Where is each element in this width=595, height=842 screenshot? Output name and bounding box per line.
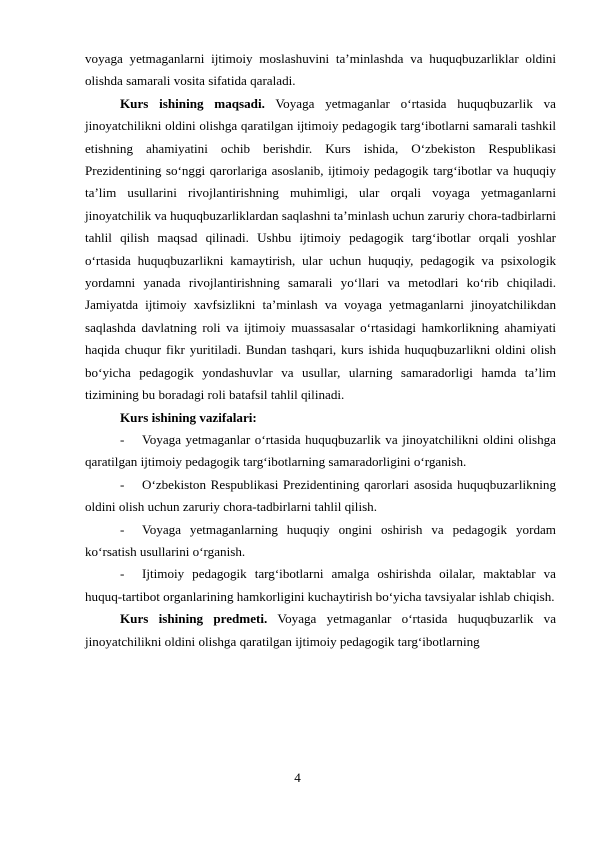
bullet-dash: - xyxy=(120,476,125,492)
subject-heading: Kurs ishining predmeti. xyxy=(120,611,268,627)
goal-paragraph xyxy=(85,93,556,407)
task-item-4 xyxy=(85,563,556,608)
task-item-text: Voyaga yetmaganlar o‘rtasida huquqbuzarlik va jinoyatchilikni oldini olishga qaratilgan ijtimoiy pedagogik targ‘ibotlarning samaradorligini o‘rganish. xyxy=(85,431,556,470)
document-page xyxy=(85,48,556,653)
bullet-dash: - xyxy=(120,566,125,582)
task-item-text: O‘zbekiston Respublikasi Prezidentining qarorlari asosida huquqbuzarlikning oldini olish uchun zaruriy chora-tadbirlarni tahlil qilish. xyxy=(85,476,556,515)
task-item-3 xyxy=(85,519,556,564)
task-item-text: Ijtimoiy pedagogik targ‘ibotlarni amalga oshirishda oilalar, maktablar va huquq-tartibot organlarining hamkorligini kuchaytirish bo‘yicha tavsiyalar ishlab chiqish. xyxy=(85,566,556,604)
goal-heading: Kurs ishining maqsadi. xyxy=(120,95,265,111)
task-item-2 xyxy=(85,474,556,519)
subject-text: Voyaga yetmaganlar o‘rtasida huquqbuzarlik va jinoyatchilikni oldini olishga qaratilgan ijtimoiy pedagogik targ‘ibotlarning xyxy=(85,611,557,649)
task-item-text: Voyaga yetmaganlarning huquqiy ongini oshirish va pedagogik yordam ko‘rsatish usullarini o‘rganish. xyxy=(85,521,556,559)
bullet-dash: - xyxy=(120,521,125,537)
subject-paragraph xyxy=(85,608,556,653)
goal-text: Voyaga yetmaganlar o‘rtasida huquqbuzarlik va jinoyatchilikni oldini olishga qaratilgan ijtimoiy pedagogik targ‘ibotlarni samarali tashkil etishning ahamiyatini ochib berishdir. Kurs ishida, O‘zbekiston Respublikasi Prezidentining so‘nggi qarorlariga asoslanib, ijtimoiy pedagogik targ‘ibotlar va huquqiy ta’lim usullarini rivojlantirishning muhimligi, ular orqali voyaga yetmaganlarni jinoyatchilik va huquqbuzarliklardan saqlashni ta’minlash uchun zaruriy chora-tadbirlarni tahlil qilish maqsad qilinadi. Ushbu ijtimoiy pedagogik targ‘ibotlar orqali yoshlar o‘rtasida huquqbuzarlikni kamaytirish, ular uchun huquqiy, pedagogik va psixologik yordamni yanada rivojlantirishning samarali yo‘llari va metodlari ko‘rib chiqiladi. Jamiyatda ijtimoiy xavfsizlikni ta’minlash va voyaga yetmaganlarni jinoyatchilikdan saqlashda davlatning roli va ijtimoiy muassasalar o‘rtasidagi hamkorlikning ahamiyati haqida chuqur fikr yuritiladi. Bundan tashqari, kurs ishida huquqbuzarlikni oldini olish bo‘yicha pedagogik yondashuvlar va usullar, ularning samaradorligi hamda ta’lim tizimining bu boradagi roli batafsil tahlil qilinadi. xyxy=(85,95,556,403)
tasks-heading: Kurs ishining vazifalari: xyxy=(120,409,257,425)
intro-paragraph: voyaga yetmaganlarni ijtimoiy moslashuvini ta’minlashda va huquqbuzarliklar oldini olishda samarali vosita sifatida qaraladi. xyxy=(85,51,556,89)
page-number: 4 xyxy=(294,770,301,785)
task-item-1 xyxy=(85,429,556,474)
bullet-dash: - xyxy=(120,431,125,447)
